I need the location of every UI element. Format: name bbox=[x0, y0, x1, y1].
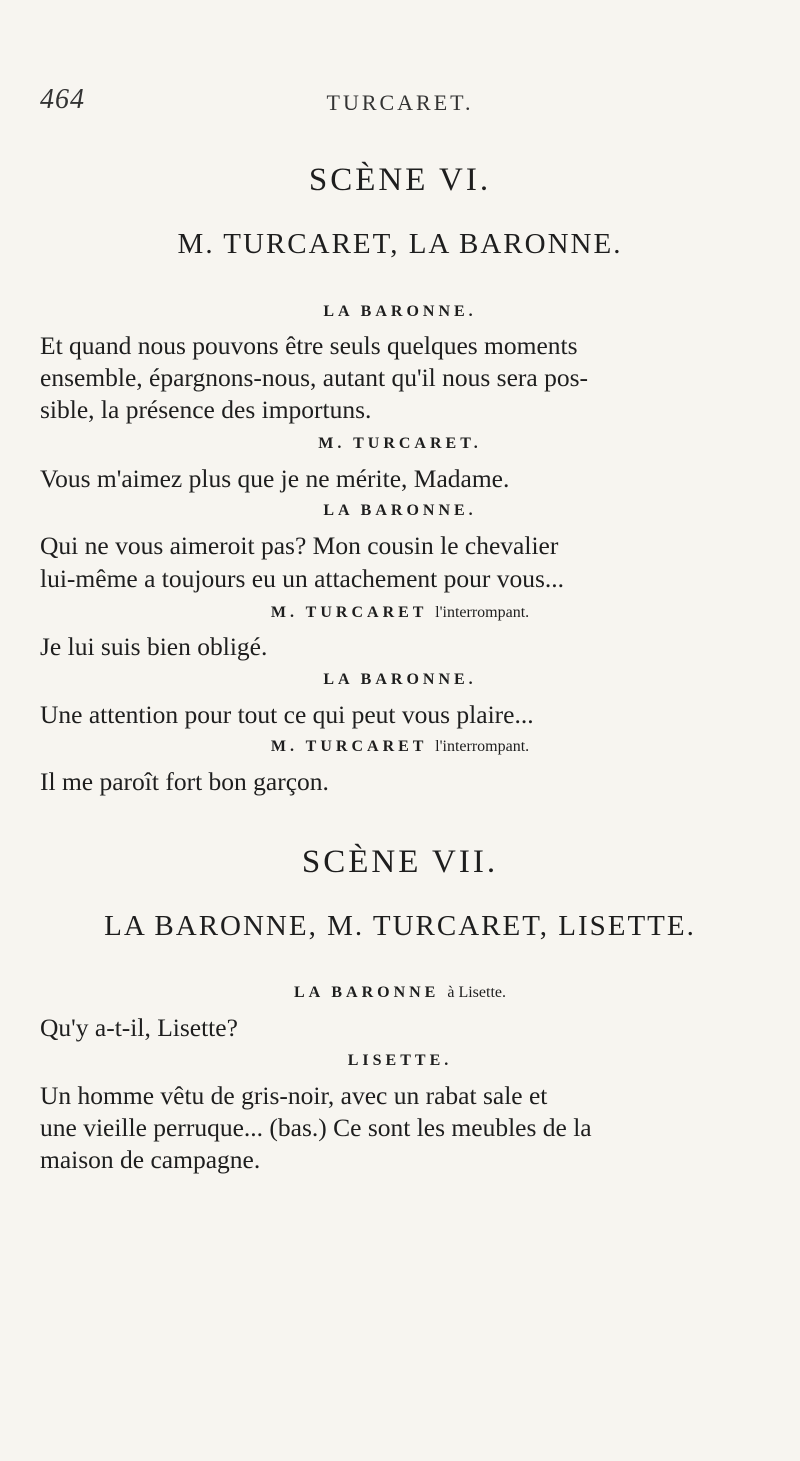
dialogue-line: Je lui suis bien obligé. bbox=[40, 632, 268, 661]
speaker-label: LA BARONNE. bbox=[323, 303, 477, 320]
dialogue-line: lui-même a toujours eu un attachement pour vous... bbox=[40, 564, 565, 593]
stage-direction: l'interrompant. bbox=[435, 604, 530, 621]
dialogue-line: Qu'y a-t-il, Lisette? bbox=[40, 1013, 238, 1042]
scene-title: SCÈNE VI. bbox=[308, 162, 492, 198]
speaker-name: M. TURCARET bbox=[270, 738, 428, 755]
stage-direction: à Lisette. bbox=[447, 984, 506, 1001]
dialogue-line: une vieille perruque... (bas.) Ce sont les meubles de la bbox=[40, 1113, 592, 1142]
speaker-name: LA BARONNE bbox=[294, 984, 440, 1001]
stage-direction: l'interrompant. bbox=[435, 738, 530, 755]
speaker-label: LA BARONNE. bbox=[323, 502, 477, 519]
dialogue-line: Un homme vêtu de gris-noir, avec un rabat sale et bbox=[40, 1081, 548, 1110]
dialogue-line: maison de campagne. bbox=[40, 1145, 261, 1174]
dialogue-line: sible, la présence des importuns. bbox=[40, 395, 372, 424]
speaker-label bbox=[0, 604, 800, 622]
dialogue-line: Une attention pour tout ce qui peut vous plaire... bbox=[40, 700, 534, 729]
speaker-label bbox=[0, 738, 800, 756]
dialogue-line: ensemble, épargnons-nous, autant qu'il nous sera pos- bbox=[40, 363, 589, 392]
speaker-label: LISETTE. bbox=[347, 1052, 453, 1069]
page-number: 464 bbox=[40, 84, 85, 115]
scene-cast: M. TURCARET, LA BARONNE. bbox=[177, 228, 623, 260]
speaker-label bbox=[0, 984, 800, 1002]
speaker-label: LA BARONNE. bbox=[323, 671, 477, 688]
dialogue-line: Il me paroît fort bon garçon. bbox=[40, 767, 329, 796]
dialogue-line: Vous m'aimez plus que je ne mérite, Madame. bbox=[40, 464, 510, 493]
speaker-label: M. TURCARET. bbox=[318, 435, 482, 452]
scene-title: SCÈNE VII. bbox=[301, 844, 499, 880]
running-title: TURCARET. bbox=[326, 90, 474, 115]
scene-cast: LA BARONNE, M. TURCARET, LISETTE. bbox=[104, 910, 696, 942]
speaker-name: M. TURCARET bbox=[270, 604, 428, 621]
dialogue-line: Qui ne vous aimeroit pas? Mon cousin le chevalier bbox=[40, 531, 559, 560]
dialogue-line: Et quand nous pouvons être seuls quelques moments bbox=[40, 331, 578, 360]
